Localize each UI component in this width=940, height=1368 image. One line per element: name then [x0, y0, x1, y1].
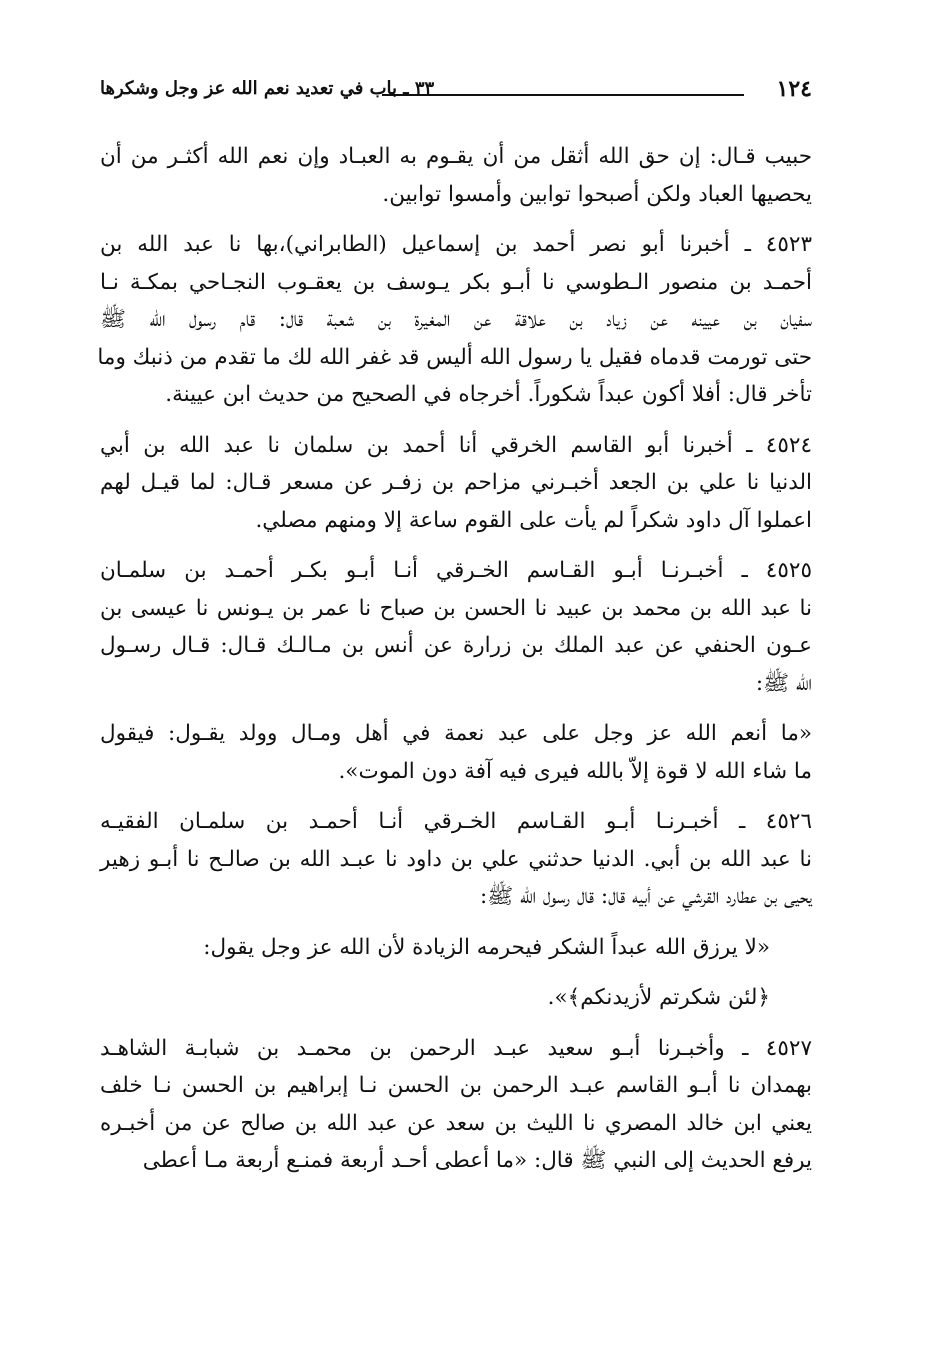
- text-line: يحيى بن عطارد القرشي عن أبيه قال: قال رسول الله ﷺ:: [479, 884, 812, 909]
- text-line: يحصيها العباد ولكن أصبحوا توابين وأمسوا توابين.: [382, 181, 812, 207]
- text-line: اعملوا آل داود شكراً لم يأت على القوم ساعة إلا ومنهم مصلي.: [255, 507, 812, 533]
- paragraph: [97, 226, 812, 414]
- text-line: ﴿لئن شكرتم لأزيدنكم﴾».: [547, 985, 770, 1010]
- paragraph: [100, 138, 812, 213]
- text-line: حتى تورمت قدماه فقيل يا رسول الله أليس قد غفر الله لك ما تقدم من ذنبك وما: [97, 344, 812, 370]
- text-line: ٤٥٢٥ ـ أخبـرنـا أبـو القـاسم الخـرقي أنـا أبـو بكـر أحمـد بن سلمـان: [100, 558, 812, 583]
- text-line: ما شاء الله لا قوة إلاّ بالله فيرى فيه آفة دون الموت».: [338, 758, 812, 784]
- text-line: ٤٥٢٣ ـ أخبرنا أبو نصر أحمد بن إسماعيل (الطابراني)،بها نا عبد الله بن: [100, 232, 812, 257]
- text-line: ٤٥٢٦ ـ أخبـرنـا أبـو القـاسم الخـرقي أنـا أحمـد بن سلمـان الفقيـه: [100, 809, 812, 834]
- text-line: نا عبد الله بن أبي. الدنيا حدثني علي بن داود نا عبـد الله بن صالـح نا أبـو زهير: [100, 846, 812, 872]
- text-line: ٤٥٢٧ ـ وأخبـرنا أبـو سعيد عبـد الرحمن بن محمـد بن شبابـة الشاهـد: [100, 1035, 812, 1061]
- paragraph: [100, 427, 812, 540]
- text-line: تأخر قال: أفلا أكون عبداً شكوراً. أخرجاه في الصحيح من حديث ابن عيينة.: [165, 382, 812, 407]
- text-line: الله ﷺ:: [755, 670, 812, 696]
- text-line: أحمـد بن منصور الـطوسي نا أبـو بكر يـوسف بن يعقـوب النجـاحي بمكـة نـا: [100, 269, 812, 295]
- text-line: «لا يرزق الله عبداً الشكر فيحرمه الزيادة لأن الله عز وجل يقول:: [203, 934, 770, 960]
- paragraph: [100, 803, 812, 916]
- text-line: بهمدان نا أبـو القاسم عبـد الرحمن بن الحسن نـا إبراهيم بن الحسن نـا خلف: [100, 1073, 812, 1098]
- text-line: «ما أنعم الله عز وجل على عبد نعمة في أهل ومـال وولد يقـول: فيقول: [100, 721, 812, 746]
- text-line: نا عبد الله بن محمد بن عبيد نا الحسن بن صباح نا عمر بن يـونس نا عيسى بن: [100, 595, 812, 621]
- text-line: عـون الحنفي عن عبد الملك بن زرارة عن أنس بن مـالـك قـال: قـال رسـول: [100, 633, 812, 658]
- page-number: ١٢٤: [776, 76, 812, 102]
- paragraph: [100, 1030, 812, 1180]
- text-line: يعني ابن خالد المصري نا الليث بن سعد عن عبد الله بن صالح عن من أخبـره: [100, 1110, 812, 1136]
- text-line: الدنيا نا علي بن الجعد أخبـرني مزاحم بن زفـر عن مسعر قـال: لما قيـل لهم: [100, 470, 812, 495]
- running-header: [100, 74, 812, 110]
- text-line: حبيب قـال: إن حق الله أثقل من أن يقـوم به العبـاد وإن نعم الله أكثـر من أن: [100, 144, 812, 169]
- paragraph: [100, 552, 812, 702]
- header-rule: [382, 94, 744, 96]
- text-line: يرفع الحديث إلى النبي ﷺ قال: «ما أعطى أحـد أربعة فمنـع أربعة مـا أعطى: [142, 1148, 812, 1173]
- main-text: [97, 138, 812, 1193]
- paragraph: [100, 979, 812, 1017]
- text-line: ٤٥٢٤ ـ أخبرنا أبو القاسم الخرقي أنا أحمد بن سلمان نا عبد الله بن أبي: [100, 432, 812, 458]
- paragraph: [100, 715, 812, 790]
- paragraph: [100, 929, 812, 967]
- chapter-title: ٣٣ ـ باب في تعديد نعم الله عز وجل وشكرها: [100, 78, 435, 99]
- text-line: سفيان بن عيينه عن زياد بن علاقة عن المغيرة بن شعبة قال: قام رسول الله ﷺ: [100, 307, 812, 332]
